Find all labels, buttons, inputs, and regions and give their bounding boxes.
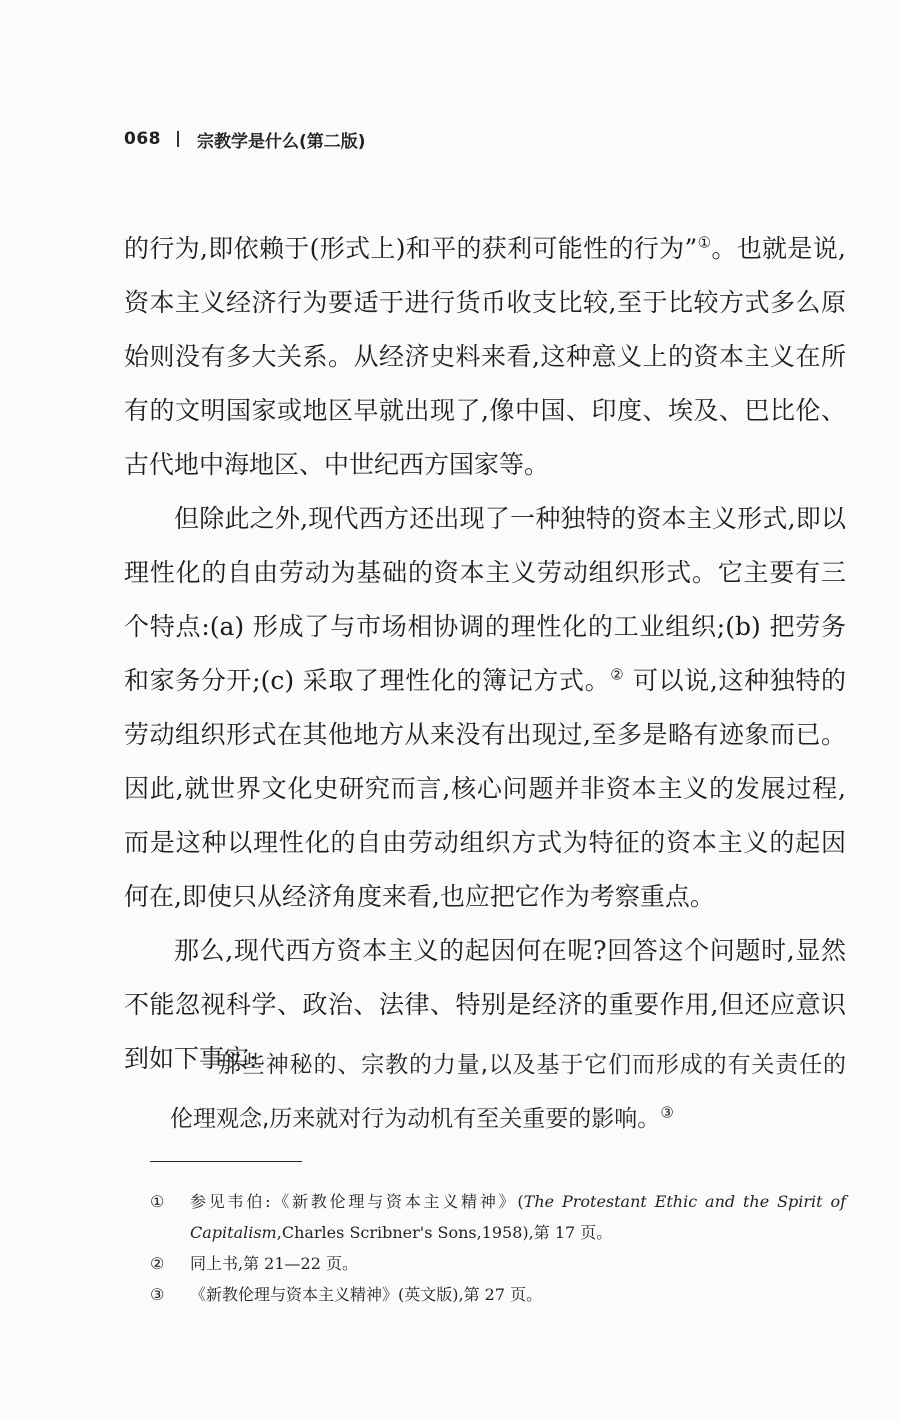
paragraph-1-text: 的行为,即依赖于(形式上)和平的获利可能性的行为”	[124, 234, 698, 263]
footnote-ref-3[interactable]: ③	[660, 1103, 674, 1122]
footnote-2-text: 同上书,第 21—22 页。	[190, 1254, 358, 1273]
running-header	[124, 124, 366, 154]
footnote-3-text: 《新教伦理与资本主义精神》(英文版),第 27 页。	[190, 1285, 543, 1304]
block-quote-text: 那些神秘的、宗教的力量,以及基于它们而形成的有关责任的伦理观念,历来就对行为动机有至关重要的影响。	[170, 1052, 846, 1132]
paragraph-1	[124, 222, 846, 492]
footnote-3	[150, 1279, 846, 1310]
footnote-1-mark: ①	[150, 1192, 165, 1211]
paragraph-3: 那么,现代西方资本主义的起因何在呢?回答这个问题时,显然不能忽视科学、政治、法律、特别是经济的重要作用,但还应意识到如下事实:	[124, 936, 846, 1073]
footnote-1-text-b: ,Charles Scribner's Sons,1958),第 17 页。	[276, 1223, 613, 1242]
footnote-1-text-a: 参见韦伯:《新教伦理与资本主义精神》(	[190, 1192, 524, 1211]
footnote-2	[150, 1248, 846, 1279]
page-number: 068	[124, 129, 161, 149]
header-separator	[177, 131, 179, 147]
footnote-2-mark: ②	[150, 1254, 165, 1273]
footnote-3-mark: ③	[150, 1285, 165, 1304]
paragraph-1-text-cont: 。也就是说,资本主义经济行为要适于进行货币收支比较,至于比较方式多么原始则没有多大关系。从经济史料来看,这种意义上的资本主义在所有的文明国家或地区早就出现了,像中国、印度、埃及、巴比伦、古代地中海地区、中世纪西方国家等。	[124, 234, 846, 479]
book-title: 宗教学是什么(第二版)	[197, 131, 366, 152]
footnote-1-text	[190, 1186, 846, 1248]
paragraph-2-text-cont: 可以说,这种独特的劳动组织形式在其他地方从来没有出现过,至多是略有迹象而已。因此,就世界文化史研究而言,核心问题并非资本主义的发展过程,而是这种以理性化的自由劳动组织方式为特征的资本主义的起因何在,即使只从经济角度来看,也应把它作为考察重点。	[124, 666, 846, 911]
paragraph-2-text: 但除此之外,现代西方还出现了一种独特的资本主义形式,即以理性化的自由劳动为基础的资本主义劳动组织形式。它主要有三个特点:(a) 形成了与市场相协调的理性化的工业组织;(b) 把劳务和家务分开;(c) 采取了理性化的簿记方式。	[124, 504, 846, 695]
footnotes	[150, 1186, 846, 1310]
block-quote	[170, 1038, 846, 1146]
footnote-ref-1[interactable]: ①	[697, 233, 712, 252]
footnote-divider	[150, 1161, 302, 1162]
paragraph-2	[124, 492, 846, 924]
footnote-1-book-title: The Protestant Ethic and the Spirit of Capitalism	[190, 1192, 847, 1242]
footnote-1	[150, 1186, 846, 1248]
footnote-ref-2[interactable]: ②	[610, 665, 625, 684]
main-text	[124, 222, 846, 1086]
